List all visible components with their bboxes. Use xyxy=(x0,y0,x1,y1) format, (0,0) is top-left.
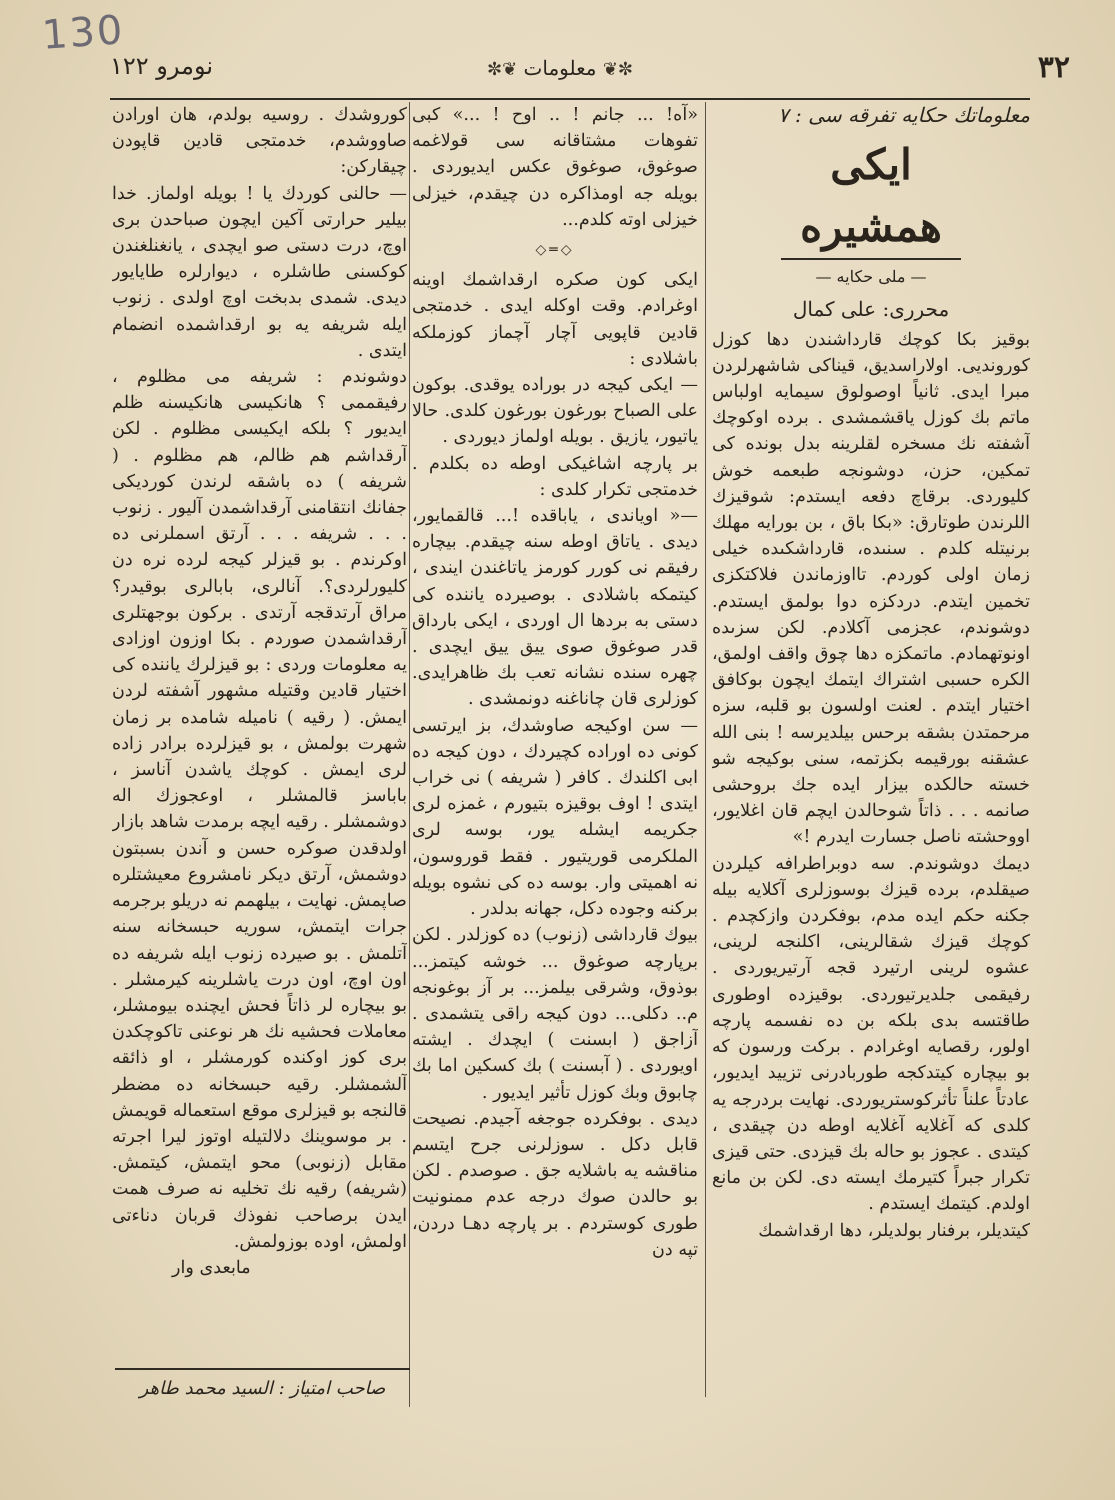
issue-number: نومرو ١٢٢ xyxy=(110,52,214,80)
paragraph: — حالنى كوردك يا ! بويله اولماز. خدا بيلير حرارتى آكين ايچون صباحدن برى اوچ، درت دستى صو ايچدى ، يانغنلغندن كوكسنى طاشلره ، ديوارلره طايايور ديدى. شمدى بدبخت اوچ اولدى . زنوب ايله شريفه يه بو ارقداشمده انضمام ايتدى . xyxy=(112,183,407,361)
paragraph: ديمك دوشوندم. سه دوبراطرافه كيلردن صيقلدم، برده قيزك بوسوزلرى آكلايه بيله جكنه حكم ايده مدم، بوفكردن وازكچدم . كوچك قيزك شقالرينى، اكلنجه لرينى، عشوه لرينى ارتيرد قجه آرتيريوردى . رفيقمى جلديرتيوردى. بوقيزده اوطورى طاقتسه بدى بلكه بن ده نفسمه پارچه اولور، رقصايه اوغرادم . بركت ورسون كه بو بيچاره كيتدكجه طوربادرنى تزييد ايديور، عادتاً علناً تأثركوستريوردى. نهايت بردرجه يه كلدى كه آغلايه آغلايه اوطه دن چيقدى ، كيتدى . عجوز بو حاله بك قيزدى. حتى قيزى تكرار جبراً كتيرمك ايسته دى. لكن بن مانع اولدم. كيتمك ايستدم . xyxy=(712,853,1030,1215)
middle-column xyxy=(412,102,698,1407)
header-rule xyxy=(110,98,1030,100)
story-author: محررى: على كمال xyxy=(792,297,950,322)
paragraph: —« اوياندى ، ياباقده !... قالقمايور، ديدى . ياتاق اوطه سنه چيقدم. بيچاره رفيقم نى كورر كورمز ياتاغندن ايندى ، كيتمكه باشلادى . بوصيرده ياننده كى دستى به بردها ال اوردى ، ايكى بارداق قدر صوغوق صوى ييق ييق ايچدى . چهره سنده نشانه تعب بك ظاهرايدى. كوزلرى قان چاناغنه دونمشدى . xyxy=(412,506,698,710)
masthead-title-text: معلومات xyxy=(523,56,597,80)
story-subtitle: — ملى حكايه — xyxy=(815,267,927,287)
series-heading: معلوماتك حكايه تفرقه سى : ٧ xyxy=(777,103,1030,127)
paragraph: بر پارچه اشاغيكى اوطه ده بكلدم . خدمتجى تكرار كلدى : xyxy=(412,453,698,500)
ornament-left-icon: ✼❦ xyxy=(602,59,633,80)
owner-line: صاحب امتياز : السيد محمد طاهر xyxy=(139,1378,386,1399)
paragraph: دوشوندم : شريفه مى مظلوم ، رفيقممى ؟ هانكيسى هانكيسنه ظلم ايديور ؟ بلكه ايكيسى مظلوم . لكن آرقداشم هم ظالم، هم مظلوم . ( شريفه ) ده باشقه لرندن كورديكى جفانك انتقامنى آرقداشمدن آليور . زنوب . . . شريفه . . . آرتق اسملرنى ده اوكرندم . بو قيزلر كيجه لرده نره دن كليورلردى؟. آنالرى، بابالرى بوقيدر؟ مراق آرتدقجه آرتدى . بركون بوجهتلرى آرقداشمدن صوردم . بكا اوزون اوزادى يه معلومات وردى : بو قيزلرك ياننده كى اختيار قادين وقتيله مشهور آشفته لردن ايمش. ( رقيه ) ناميله شامده بر زمان شهرت بولمش ، بو قيزلرده برادر زاده لرى ايمش . كوچك ياشدن آناسز ، باباسز قالمشلر ، اوعجوزك اله دوشمشلر . رقيه ايچه برمدت شاهد بازار اولدقدن صوكره حسن و آندن بسبتون دوشمش، آرتق ديكر نامشروع معيشتلره صاپمش. نهايت ، بيلهمم نه دريلو برجرمه جرات ايتمش، سوريه حبسخانه سنه آتلمش . بو صيرده زنوب ايله شريفه ده اون اوچ، اون درت ياشلرينه كيرمشلر . بو بيچاره لر ذاتاً فحش ايچنده بيومشلر، معاملات فحشيه نك هر نوعنى تاكوچكدن برى كوز اوكنده كورمشلر ، او ذائقه آلشمشلر. رقيه حبسخانه ده مضطر قالنجه بو قيزلرى موقع استعماله قويمش . بر موسوينك دلالتيله اوتوز ليرا اجرته مقابل (زنوبى) محو ايتمش، كيتمش. (شريفه) رقيه نك تخليه نه صرف همت ايدن برصاحب نفوذك قربان دناءتى اولمش، اوده بوزولمش. xyxy=(112,367,407,1252)
column-divider xyxy=(705,102,706,1397)
ornament-right-icon: ❦✼ xyxy=(486,59,518,80)
handwritten-page-number: 130 xyxy=(40,7,126,59)
masthead-title xyxy=(470,56,650,80)
left-column xyxy=(112,102,407,1362)
paragraph: — ايكى كيجه در بوراده يوقدى. بوكون على الصباح بورغون بورغون كلدى. حالا ياتيور، يازيق . بويله اولماز ديوردى . xyxy=(412,375,698,448)
paragraph: كوروشدك . روسيه بولدم، هان اورادن صاووشدم، خدمتجى قادين قاپودن چيقاركن: xyxy=(112,105,407,178)
paragraph: بوقيز بكا كوچك قارداشندن دها كوزل كورونديى. اولاراسديق، قيناكى شاشهرلردن مبرا ايدى. ثانياً اوصولوق سيمايه اولباس ماتم بك كوزل ياقشمشدى . برده اوكوچك آشفته نك مسخره لقلرينه بدل بونده كى تمكين، حزن، دوشونجه طبعمه خوش كليوردى. برقاچ دفعه ايستدم: شوقيزك اللرندن طوتارق: «بكا باق ، بن بورايه مهلك برنيتله كلدم . سنىده، قارداشكىده خيلى زمان اولى كوردم. تااوزماندن فلاكتكزى تخمين ايتدم. دردكزه دوا بولمق ايستدم. دوشوندم، عجزمى آكلادم. لكن سزىده اونوتهمادم. ماتمكزه دها چوق واقف اولمق، الكره حسبى اشتراك ايتمك ايچون بوكافق اختيار ايتدم . لعنت اولسون بو قلبه، سزه مرحمتدن بشقه برحس بيلديرسه ! بنى الله عشقنه بورقيمه بكزتمه، سنى بوكيجه شو خسته حالكده بيزار ايده جك بروحشى صانمه . . . ذاتاً شوحالدن ايچم قان اغلايور، اووحشته ناصل جسارت ايدرم !» xyxy=(712,329,1030,848)
right-column xyxy=(712,102,1030,1392)
story-title: ايكى همشيره xyxy=(781,134,961,260)
column-divider xyxy=(409,102,410,1407)
paragraph: بيوك قارداشى (زنوب) ده كوزلدر . لكن برپارچه صوغوق ... خوشه كيتمز... بوذوق، وشرقى بيلمز... بر آز بوغونجه م.. دكلى... دون كيجه راقى يتشمدى . آزاجق ( ابسنت ) ايچدك . ايشته اويوردى . ( آبسنت ) بك كسكين اما بك چابوق وبك كوزل تأثير ايديور . xyxy=(412,925,698,1103)
paragraph: ديدى . بوفكرده جوجغه آجيدم. نصيحت قابل دكل . سوزلرنى جرح ايتسم مناقشه يه باشلايه جق . صوصدم . لكن بو حالدن صوك درجه عدم ممنونيت طورى كوستردم . بر پارچه دهـا دردن، تپه دن xyxy=(412,1108,698,1260)
paragraph: ايكى كون صكره ارقداشمك اوينه اوغرادم. وقت اوكله ايدى . خدمتجى قادين قاپويى آچار آچماز كوزملكه باشلادى : xyxy=(412,270,698,369)
footer-rule xyxy=(115,1368,410,1370)
paragraph: كيتديلر، برفنار بولديلر، دها ارقداشمك xyxy=(758,1220,1030,1241)
to-be-continued: مابعدى وار xyxy=(172,1257,251,1278)
section-ornament-icon: ◇═◇ xyxy=(535,242,575,259)
page-header xyxy=(110,50,1070,94)
paragraph: «آه! ... جانم ! .. اوح ! ...» كبى تفوهات مشتاقانه سى قولاغمه صوغوق، صوغوق عكس ايديوردى . بويله جه اومذاكره دن چيقدم، خيزلى خيزلى اوته كلدم... xyxy=(412,105,698,230)
page-number: ٣٢ xyxy=(1037,50,1070,85)
paragraph: — سن اوكيجه صاوشدك، بز ايرتسى كونى ده اوراده كچيردك ، دون كيجه ده ابى اكلندك . كافر ( شريفه ) نى خراب ايتدى ! اوف بوقيزه بتيورم ، غمزه لرى جكريمه ايشله يور، بوسه لرى الملكرمى قوريتيور . فقط قوروسون، نه اهميتى وار. بوسه ده كى نشوه بويله بركنه وجوده دكل، جهانه بدلدر . xyxy=(412,715,698,920)
